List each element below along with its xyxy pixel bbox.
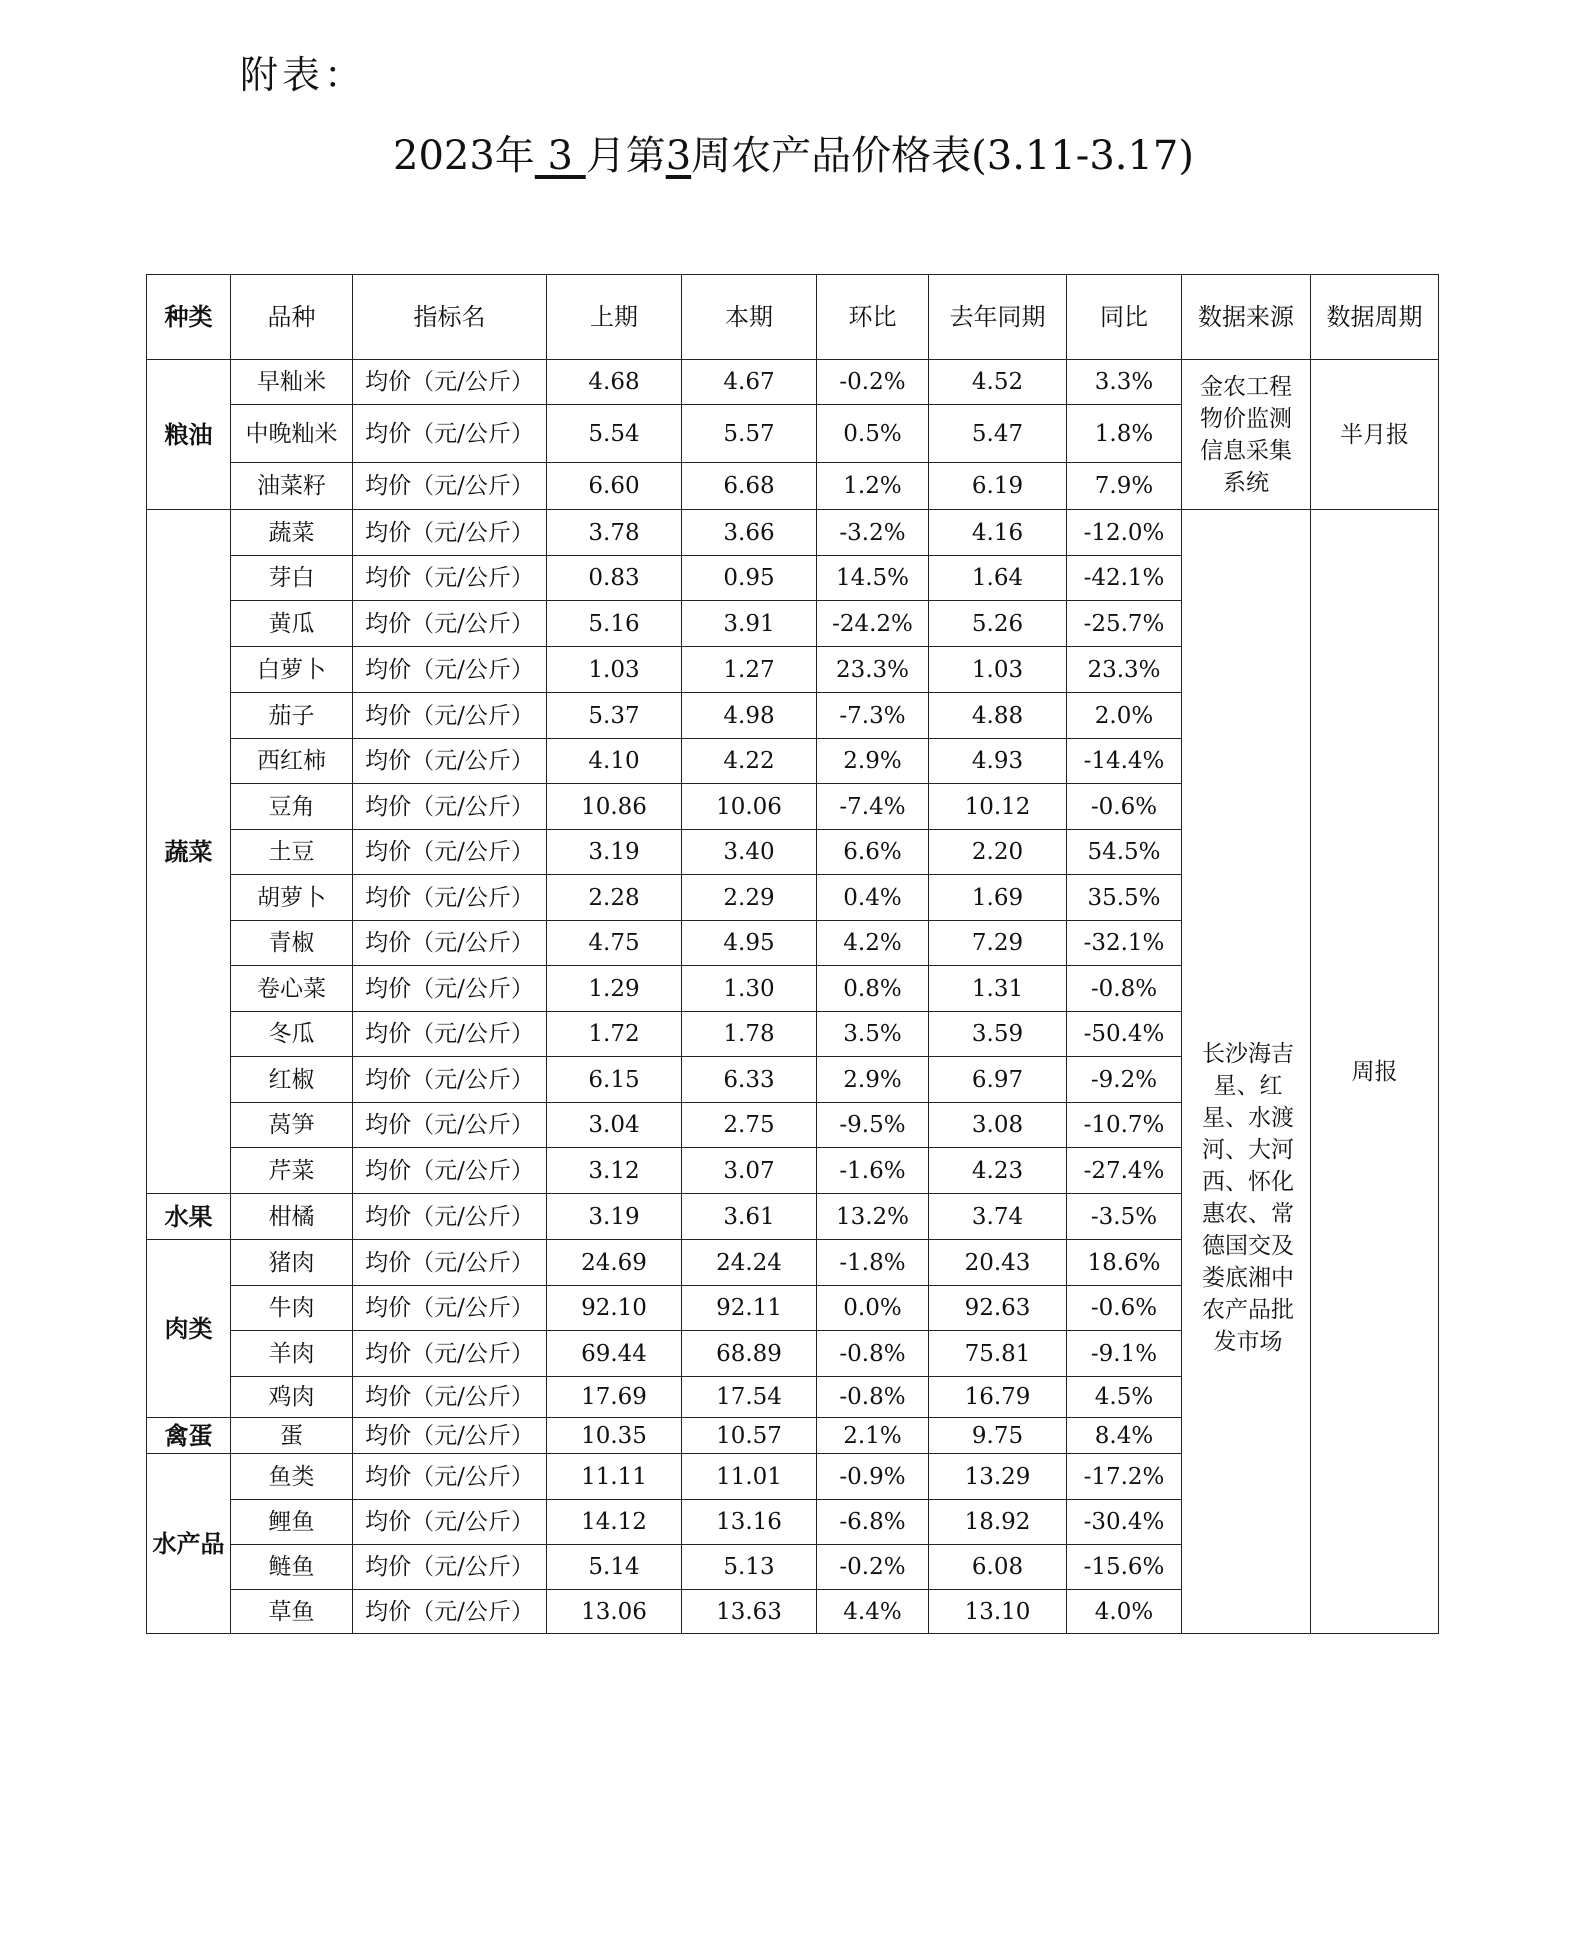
cell-last-year: 1.64 (929, 556, 1067, 601)
cell-item: 中晚籼米 (231, 405, 353, 463)
cell-item: 猪肉 (231, 1240, 353, 1286)
cell-item: 红椒 (231, 1057, 353, 1103)
cell-prev: 5.16 (547, 601, 682, 647)
cell-item: 柑橘 (231, 1194, 353, 1240)
cell-item: 鱼类 (231, 1454, 353, 1500)
title-year-suffix: 年 (494, 133, 535, 179)
header-cell: 品种 (231, 275, 353, 360)
cell-last-year: 5.26 (929, 601, 1067, 647)
cell-yoy: 4.5% (1067, 1377, 1182, 1418)
cell-item: 豆角 (231, 784, 353, 830)
category-cell: 水产品 (147, 1454, 231, 1634)
cell-mom: -0.8% (817, 1377, 929, 1418)
cell-item: 芹菜 (231, 1148, 353, 1194)
cell-mom: -1.8% (817, 1240, 929, 1286)
cell-yoy: 35.5% (1067, 875, 1182, 921)
cell-mom: -0.2% (817, 360, 929, 405)
cell-yoy: -32.1% (1067, 921, 1182, 966)
cell-mom: -7.4% (817, 784, 929, 830)
cell-mom: 0.0% (817, 1286, 929, 1331)
cell-indicator: 均价（元/公斤） (353, 647, 547, 693)
cell-indicator: 均价（元/公斤） (353, 1103, 547, 1148)
cell-indicator: 均价（元/公斤） (353, 1418, 547, 1454)
cell-prev: 5.14 (547, 1545, 682, 1590)
cell-mom: 0.5% (817, 405, 929, 463)
category-cell: 水果 (147, 1194, 231, 1240)
cell-last-year: 4.16 (929, 510, 1067, 556)
cell-item: 青椒 (231, 921, 353, 966)
cell-prev: 5.37 (547, 693, 682, 739)
cell-curr: 68.89 (682, 1331, 817, 1377)
cell-curr: 3.07 (682, 1148, 817, 1194)
title-year: 2023 (393, 133, 495, 179)
cell-item: 莴笋 (231, 1103, 353, 1148)
cell-prev: 4.75 (547, 921, 682, 966)
cell-curr: 1.27 (682, 647, 817, 693)
cell-indicator: 均价（元/公斤） (353, 1057, 547, 1103)
cell-curr: 3.66 (682, 510, 817, 556)
cell-curr: 4.98 (682, 693, 817, 739)
cell-indicator: 均价（元/公斤） (353, 1454, 547, 1500)
cell-prev: 1.72 (547, 1012, 682, 1057)
cell-prev: 69.44 (547, 1331, 682, 1377)
cell-indicator: 均价（元/公斤） (353, 1194, 547, 1240)
header-cell: 数据周期 (1311, 275, 1439, 360)
title-week: 3 (665, 133, 692, 179)
header-cell: 本期 (682, 275, 817, 360)
cell-indicator: 均价（元/公斤） (353, 1286, 547, 1331)
cell-curr: 6.68 (682, 463, 817, 510)
cell-mom: 6.6% (817, 830, 929, 875)
cell-prev: 11.11 (547, 1454, 682, 1500)
cell-last-year: 1.31 (929, 966, 1067, 1012)
cell-curr: 13.63 (682, 1590, 817, 1634)
price-table (146, 274, 1439, 1634)
table-body (147, 360, 1439, 1634)
cell-item: 鸡肉 (231, 1377, 353, 1418)
cell-item: 羊肉 (231, 1331, 353, 1377)
cell-mom: -3.2% (817, 510, 929, 556)
header-cell: 去年同期 (929, 275, 1067, 360)
cell-curr: 6.33 (682, 1057, 817, 1103)
cell-indicator: 均价（元/公斤） (353, 556, 547, 601)
cell-yoy: 7.9% (1067, 463, 1182, 510)
header-cell: 环比 (817, 275, 929, 360)
category-cell: 肉类 (147, 1240, 231, 1418)
cell-yoy: -25.7% (1067, 601, 1182, 647)
cell-last-year: 20.43 (929, 1240, 1067, 1286)
cell-curr: 1.30 (682, 966, 817, 1012)
cell-prev: 5.54 (547, 405, 682, 463)
cell-indicator: 均价（元/公斤） (353, 739, 547, 784)
cell-prev: 1.03 (547, 647, 682, 693)
cell-indicator: 均价（元/公斤） (353, 784, 547, 830)
cell-last-year: 9.75 (929, 1418, 1067, 1454)
cell-yoy: -50.4% (1067, 1012, 1182, 1057)
page-title (0, 124, 1587, 181)
cell-last-year: 3.59 (929, 1012, 1067, 1057)
cell-yoy: -14.4% (1067, 739, 1182, 784)
cell-prev: 14.12 (547, 1500, 682, 1545)
cell-last-year: 13.29 (929, 1454, 1067, 1500)
cell-yoy: -3.5% (1067, 1194, 1182, 1240)
cell-indicator: 均价（元/公斤） (353, 1012, 547, 1057)
cell-mom: -1.6% (817, 1148, 929, 1194)
cell-mom: 0.4% (817, 875, 929, 921)
cell-item: 黄瓜 (231, 601, 353, 647)
cell-curr: 10.06 (682, 784, 817, 830)
cell-item: 土豆 (231, 830, 353, 875)
cell-yoy: -0.6% (1067, 784, 1182, 830)
cell-mom: -7.3% (817, 693, 929, 739)
cell-prev: 4.68 (547, 360, 682, 405)
cell-last-year: 4.52 (929, 360, 1067, 405)
cell-last-year: 16.79 (929, 1377, 1067, 1418)
cell-curr: 24.24 (682, 1240, 817, 1286)
cell-prev: 3.19 (547, 1194, 682, 1240)
table-row (147, 360, 1439, 405)
cell-last-year: 4.23 (929, 1148, 1067, 1194)
cell-indicator: 均价（元/公斤） (353, 875, 547, 921)
cell-prev: 24.69 (547, 1240, 682, 1286)
cell-curr: 4.95 (682, 921, 817, 966)
cell-prev: 6.60 (547, 463, 682, 510)
cell-indicator: 均价（元/公斤） (353, 405, 547, 463)
table-header-row (147, 275, 1439, 360)
cell-last-year: 75.81 (929, 1331, 1067, 1377)
cell-item: 草鱼 (231, 1590, 353, 1634)
cell-mom: 0.8% (817, 966, 929, 1012)
cell-item: 茄子 (231, 693, 353, 739)
cell-mom: -0.2% (817, 1545, 929, 1590)
cell-yoy: -15.6% (1067, 1545, 1182, 1590)
cell-mom: 2.9% (817, 739, 929, 784)
cell-indicator: 均价（元/公斤） (353, 360, 547, 405)
cell-prev: 3.19 (547, 830, 682, 875)
cell-prev: 10.86 (547, 784, 682, 830)
cell-yoy: -0.8% (1067, 966, 1182, 1012)
cell-last-year: 92.63 (929, 1286, 1067, 1331)
cell-mom: 23.3% (817, 647, 929, 693)
cell-curr: 11.01 (682, 1454, 817, 1500)
cell-mom: 4.4% (817, 1590, 929, 1634)
cell-yoy: -17.2% (1067, 1454, 1182, 1500)
cell-yoy: -30.4% (1067, 1500, 1182, 1545)
cell-prev: 4.10 (547, 739, 682, 784)
cell-indicator: 均价（元/公斤） (353, 463, 547, 510)
cell-item: 牛肉 (231, 1286, 353, 1331)
cell-last-year: 4.93 (929, 739, 1067, 784)
cell-curr: 3.91 (682, 601, 817, 647)
cell-curr: 17.54 (682, 1377, 817, 1418)
cell-mom: 13.2% (817, 1194, 929, 1240)
cell-item: 白萝卜 (231, 647, 353, 693)
appendix-label: 附表： (240, 53, 367, 97)
cell-last-year: 13.10 (929, 1590, 1067, 1634)
header-cell: 指标名 (353, 275, 547, 360)
cell-mom: 3.5% (817, 1012, 929, 1057)
header-cell: 上期 (547, 275, 682, 360)
cell-curr: 92.11 (682, 1286, 817, 1331)
cell-prev: 3.78 (547, 510, 682, 556)
cell-yoy: -9.2% (1067, 1057, 1182, 1103)
cell-mom: -9.5% (817, 1103, 929, 1148)
table-row (147, 510, 1439, 556)
cell-indicator: 均价（元/公斤） (353, 1377, 547, 1418)
cell-item: 早籼米 (231, 360, 353, 405)
cell-yoy: -10.7% (1067, 1103, 1182, 1148)
cell-yoy: 3.3% (1067, 360, 1182, 405)
cell-last-year: 5.47 (929, 405, 1067, 463)
cell-indicator: 均价（元/公斤） (353, 921, 547, 966)
cell-curr: 4.22 (682, 739, 817, 784)
cell-yoy: 8.4% (1067, 1418, 1182, 1454)
cell-indicator: 均价（元/公斤） (353, 601, 547, 647)
data-period-cell: 半月报 (1311, 360, 1439, 510)
header-cell: 同比 (1067, 275, 1182, 360)
cell-yoy: -9.1% (1067, 1331, 1182, 1377)
cell-mom: -0.8% (817, 1331, 929, 1377)
cell-curr: 3.61 (682, 1194, 817, 1240)
header-cell: 种类 (147, 275, 231, 360)
cell-last-year: 2.20 (929, 830, 1067, 875)
cell-item: 油菜籽 (231, 463, 353, 510)
cell-yoy: 23.3% (1067, 647, 1182, 693)
cell-item: 西红柿 (231, 739, 353, 784)
cell-curr: 4.67 (682, 360, 817, 405)
category-cell: 禽蛋 (147, 1418, 231, 1454)
cell-mom: 14.5% (817, 556, 929, 601)
cell-indicator: 均价（元/公斤） (353, 1240, 547, 1286)
cell-indicator: 均价（元/公斤） (353, 510, 547, 556)
cell-item: 蛋 (231, 1418, 353, 1454)
cell-indicator: 均价（元/公斤） (353, 693, 547, 739)
cell-mom: 2.1% (817, 1418, 929, 1454)
cell-item: 鲤鱼 (231, 1500, 353, 1545)
cell-mom: 2.9% (817, 1057, 929, 1103)
cell-yoy: 4.0% (1067, 1590, 1182, 1634)
cell-yoy: 54.5% (1067, 830, 1182, 875)
cell-yoy: -12.0% (1067, 510, 1182, 556)
cell-yoy: 1.8% (1067, 405, 1182, 463)
cell-indicator: 均价（元/公斤） (353, 1331, 547, 1377)
category-cell: 粮油 (147, 360, 231, 510)
cell-last-year: 1.69 (929, 875, 1067, 921)
cell-mom: 1.2% (817, 463, 929, 510)
header-cell: 数据来源 (1182, 275, 1311, 360)
title-rest: 周农产品价格表(3.11-3.17) (691, 133, 1194, 179)
cell-last-year: 18.92 (929, 1500, 1067, 1545)
cell-last-year: 6.08 (929, 1545, 1067, 1590)
cell-prev: 6.15 (547, 1057, 682, 1103)
cell-curr: 1.78 (682, 1012, 817, 1057)
cell-curr: 10.57 (682, 1418, 817, 1454)
cell-yoy: -27.4% (1067, 1148, 1182, 1194)
cell-item: 卷心菜 (231, 966, 353, 1012)
cell-mom: -24.2% (817, 601, 929, 647)
cell-mom: -0.9% (817, 1454, 929, 1500)
cell-prev: 10.35 (547, 1418, 682, 1454)
cell-prev: 2.28 (547, 875, 682, 921)
cell-curr: 3.40 (682, 830, 817, 875)
cell-last-year: 1.03 (929, 647, 1067, 693)
cell-curr: 13.16 (682, 1500, 817, 1545)
cell-item: 蔬菜 (231, 510, 353, 556)
cell-prev: 1.29 (547, 966, 682, 1012)
cell-yoy: -0.6% (1067, 1286, 1182, 1331)
cell-item: 冬瓜 (231, 1012, 353, 1057)
cell-last-year: 6.19 (929, 463, 1067, 510)
cell-last-year: 6.97 (929, 1057, 1067, 1103)
cell-last-year: 10.12 (929, 784, 1067, 830)
cell-prev: 0.83 (547, 556, 682, 601)
cell-prev: 17.69 (547, 1377, 682, 1418)
cell-yoy: 18.6% (1067, 1240, 1182, 1286)
cell-curr: 2.29 (682, 875, 817, 921)
cell-last-year: 7.29 (929, 921, 1067, 966)
cell-curr: 0.95 (682, 556, 817, 601)
cell-indicator: 均价（元/公斤） (353, 1590, 547, 1634)
title-month-suffix: 月第 (585, 133, 666, 179)
cell-prev: 92.10 (547, 1286, 682, 1331)
title-month: 3 (547, 133, 573, 179)
cell-indicator: 均价（元/公斤） (353, 1500, 547, 1545)
cell-prev: 3.12 (547, 1148, 682, 1194)
cell-indicator: 均价（元/公斤） (353, 830, 547, 875)
category-cell: 蔬菜 (147, 510, 231, 1194)
cell-yoy: 2.0% (1067, 693, 1182, 739)
cell-mom: 4.2% (817, 921, 929, 966)
data-source-cell: 金农工程物价监测信息采集系统 (1182, 360, 1311, 510)
cell-prev: 3.04 (547, 1103, 682, 1148)
data-period-cell: 周报 (1311, 510, 1439, 1634)
cell-item: 芽白 (231, 556, 353, 601)
cell-prev: 13.06 (547, 1590, 682, 1634)
cell-last-year: 3.74 (929, 1194, 1067, 1240)
cell-curr: 2.75 (682, 1103, 817, 1148)
cell-indicator: 均价（元/公斤） (353, 966, 547, 1012)
cell-last-year: 3.08 (929, 1103, 1067, 1148)
cell-mom: -6.8% (817, 1500, 929, 1545)
cell-item: 鲢鱼 (231, 1545, 353, 1590)
cell-last-year: 4.88 (929, 693, 1067, 739)
cell-item: 胡萝卜 (231, 875, 353, 921)
cell-yoy: -42.1% (1067, 556, 1182, 601)
cell-curr: 5.57 (682, 405, 817, 463)
cell-curr: 5.13 (682, 1545, 817, 1590)
cell-indicator: 均价（元/公斤） (353, 1148, 547, 1194)
cell-indicator: 均价（元/公斤） (353, 1545, 547, 1590)
data-source-cell: 长沙海吉星、红星、水渡河、大河西、怀化惠农、常德国交及娄底湘中农产品批发市场 (1182, 510, 1311, 1634)
